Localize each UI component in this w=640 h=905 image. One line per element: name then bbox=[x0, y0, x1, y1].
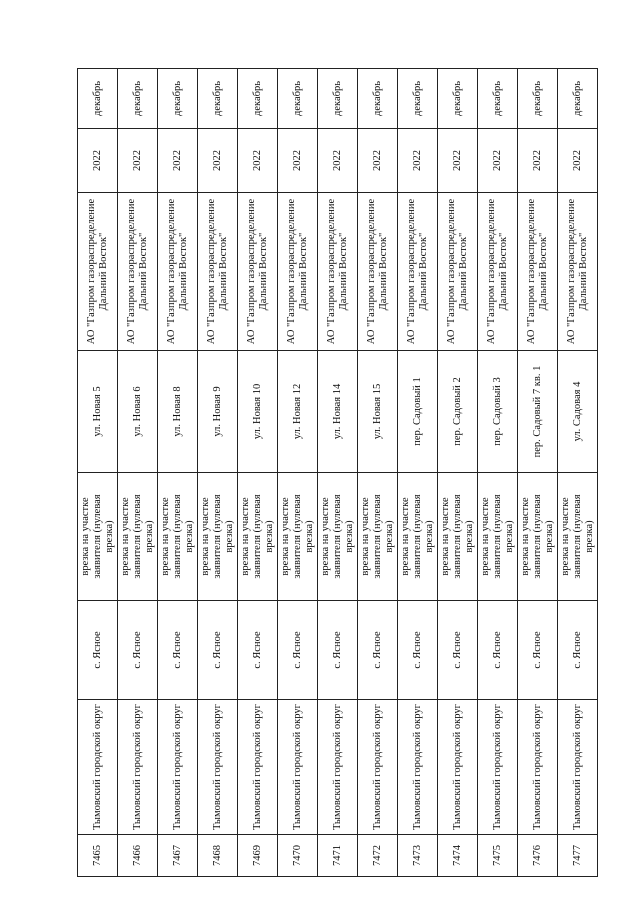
address-cell: пер. Садовый 2 bbox=[438, 351, 478, 473]
work-type-cell: врезка на участке заявителя (нулевая врезка) bbox=[78, 473, 118, 601]
row-number: 7473 bbox=[398, 835, 438, 877]
month-cell: декабрь bbox=[278, 69, 318, 129]
month-cell: декабрь bbox=[398, 69, 438, 129]
table-row bbox=[158, 69, 198, 877]
district-cell: Тымовский городской округ bbox=[278, 700, 318, 835]
month-cell: декабрь bbox=[78, 69, 118, 129]
district-cell: Тымовский городской округ bbox=[518, 700, 558, 835]
table-row bbox=[478, 69, 518, 877]
year-cell: 2022 bbox=[518, 129, 558, 193]
gasification-table bbox=[77, 68, 598, 877]
year-cell: 2022 bbox=[278, 129, 318, 193]
address-cell: ул. Новая 15 bbox=[358, 351, 398, 473]
month-cell: декабрь bbox=[518, 69, 558, 129]
row-number: 7470 bbox=[278, 835, 318, 877]
organization-cell: АО "Газпром газораспределение Дальний Восток" bbox=[478, 193, 518, 351]
table-row bbox=[558, 69, 598, 877]
month-cell: декабрь bbox=[438, 69, 478, 129]
district-cell: Тымовский городской округ bbox=[478, 700, 518, 835]
month-cell: декабрь bbox=[158, 69, 198, 129]
address-cell: ул. Новая 9 bbox=[198, 351, 238, 473]
year-cell: 2022 bbox=[198, 129, 238, 193]
row-number: 7469 bbox=[238, 835, 278, 877]
locality-cell: с. Ясное bbox=[398, 601, 438, 700]
year-cell: 2022 bbox=[558, 129, 598, 193]
row-number: 7471 bbox=[318, 835, 358, 877]
organization-cell: АО "Газпром газораспределение Дальний Восток" bbox=[518, 193, 558, 351]
district-cell: Тымовский городской округ bbox=[158, 700, 198, 835]
table-row bbox=[118, 69, 158, 877]
locality-cell: с. Ясное bbox=[238, 601, 278, 700]
organization-cell: АО "Газпром газораспределение Дальний Восток" bbox=[238, 193, 278, 351]
locality-cell: с. Ясное bbox=[278, 601, 318, 700]
address-cell: ул. Новая 12 bbox=[278, 351, 318, 473]
work-type-cell: врезка на участке заявителя (нулевая врезка) bbox=[238, 473, 278, 601]
locality-cell: с. Ясное bbox=[358, 601, 398, 700]
month-cell: декабрь bbox=[358, 69, 398, 129]
locality-cell: с. Ясное bbox=[518, 601, 558, 700]
address-cell: пер. Садовый 1 bbox=[398, 351, 438, 473]
table-row bbox=[398, 69, 438, 877]
locality-cell: с. Ясное bbox=[438, 601, 478, 700]
district-cell: Тымовский городской округ bbox=[358, 700, 398, 835]
year-cell: 2022 bbox=[158, 129, 198, 193]
year-cell: 2022 bbox=[358, 129, 398, 193]
year-cell: 2022 bbox=[238, 129, 278, 193]
organization-cell: АО "Газпром газораспределение Дальний Восток" bbox=[558, 193, 598, 351]
address-cell: пер. Садовый 3 bbox=[478, 351, 518, 473]
year-cell: 2022 bbox=[318, 129, 358, 193]
organization-cell: АО "Газпром газораспределение Дальний Восток" bbox=[158, 193, 198, 351]
organization-cell: АО "Газпром газораспределение Дальний Восток" bbox=[398, 193, 438, 351]
table-row bbox=[278, 69, 318, 877]
district-cell: Тымовский городской округ bbox=[318, 700, 358, 835]
address-cell: пер. Садовый 7 кв. 1 bbox=[518, 351, 558, 473]
row-number: 7474 bbox=[438, 835, 478, 877]
locality-cell: с. Ясное bbox=[558, 601, 598, 700]
month-cell: декабрь bbox=[558, 69, 598, 129]
month-cell: декабрь bbox=[238, 69, 278, 129]
organization-cell: АО "Газпром газораспределение Дальний Восток" bbox=[78, 193, 118, 351]
organization-cell: АО "Газпром газораспределение Дальний Восток" bbox=[318, 193, 358, 351]
row-number: 7476 bbox=[518, 835, 558, 877]
locality-cell: с. Ясное bbox=[478, 601, 518, 700]
month-cell: декабрь bbox=[198, 69, 238, 129]
address-cell: ул. Новая 14 bbox=[318, 351, 358, 473]
district-cell: Тымовский городской округ bbox=[78, 700, 118, 835]
organization-cell: АО "Газпром газораспределение Дальний Восток" bbox=[358, 193, 398, 351]
work-type-cell: врезка на участке заявителя (нулевая врезка) bbox=[198, 473, 238, 601]
work-type-cell: врезка на участке заявителя (нулевая врезка) bbox=[358, 473, 398, 601]
work-type-cell: врезка на участке заявителя (нулевая врезка) bbox=[318, 473, 358, 601]
work-type-cell: врезка на участке заявителя (нулевая врезка) bbox=[558, 473, 598, 601]
work-type-cell: врезка на участке заявителя (нулевая врезка) bbox=[438, 473, 478, 601]
rotated-table-wrapper bbox=[77, 69, 595, 877]
district-cell: Тымовский городской округ bbox=[558, 700, 598, 835]
table-row bbox=[518, 69, 558, 877]
year-cell: 2022 bbox=[478, 129, 518, 193]
row-number: 7467 bbox=[158, 835, 198, 877]
year-cell: 2022 bbox=[118, 129, 158, 193]
table-row bbox=[238, 69, 278, 877]
organization-cell: АО "Газпром газораспределение Дальний Восток" bbox=[198, 193, 238, 351]
address-cell: ул. Новая 10 bbox=[238, 351, 278, 473]
row-number: 7468 bbox=[198, 835, 238, 877]
year-cell: 2022 bbox=[438, 129, 478, 193]
row-number: 7472 bbox=[358, 835, 398, 877]
work-type-cell: врезка на участке заявителя (нулевая врезка) bbox=[158, 473, 198, 601]
locality-cell: с. Ясное bbox=[158, 601, 198, 700]
table-row bbox=[78, 69, 118, 877]
work-type-cell: врезка на участке заявителя (нулевая врезка) bbox=[478, 473, 518, 601]
district-cell: Тымовский городской округ bbox=[438, 700, 478, 835]
row-number: 7466 bbox=[118, 835, 158, 877]
address-cell: ул. Новая 5 bbox=[78, 351, 118, 473]
organization-cell: АО "Газпром газораспределение Дальний Восток" bbox=[438, 193, 478, 351]
locality-cell: с. Ясное bbox=[78, 601, 118, 700]
district-cell: Тымовский городской округ bbox=[398, 700, 438, 835]
organization-cell: АО "Газпром газораспределение Дальний Восток" bbox=[278, 193, 318, 351]
address-cell: ул. Садовая 4 bbox=[558, 351, 598, 473]
row-number: 7475 bbox=[478, 835, 518, 877]
year-cell: 2022 bbox=[398, 129, 438, 193]
month-cell: декабрь bbox=[478, 69, 518, 129]
table-body bbox=[78, 69, 598, 877]
locality-cell: с. Ясное bbox=[198, 601, 238, 700]
work-type-cell: врезка на участке заявителя (нулевая врезка) bbox=[278, 473, 318, 601]
district-cell: Тымовский городской округ bbox=[118, 700, 158, 835]
work-type-cell: врезка на участке заявителя (нулевая врезка) bbox=[398, 473, 438, 601]
month-cell: декабрь bbox=[118, 69, 158, 129]
district-cell: Тымовский городской округ bbox=[238, 700, 278, 835]
work-type-cell: врезка на участке заявителя (нулевая врезка) bbox=[518, 473, 558, 601]
row-number: 7465 bbox=[78, 835, 118, 877]
locality-cell: с. Ясное bbox=[318, 601, 358, 700]
work-type-cell: врезка на участке заявителя (нулевая врезка) bbox=[118, 473, 158, 601]
table-row bbox=[358, 69, 398, 877]
locality-cell: с. Ясное bbox=[118, 601, 158, 700]
address-cell: ул. Новая 8 bbox=[158, 351, 198, 473]
address-cell: ул. Новая 6 bbox=[118, 351, 158, 473]
organization-cell: АО "Газпром газораспределение Дальний Восток" bbox=[118, 193, 158, 351]
table-row bbox=[198, 69, 238, 877]
month-cell: декабрь bbox=[318, 69, 358, 129]
district-cell: Тымовский городской округ bbox=[198, 700, 238, 835]
row-number: 7477 bbox=[558, 835, 598, 877]
table-row bbox=[318, 69, 358, 877]
table-row bbox=[438, 69, 478, 877]
year-cell: 2022 bbox=[78, 129, 118, 193]
